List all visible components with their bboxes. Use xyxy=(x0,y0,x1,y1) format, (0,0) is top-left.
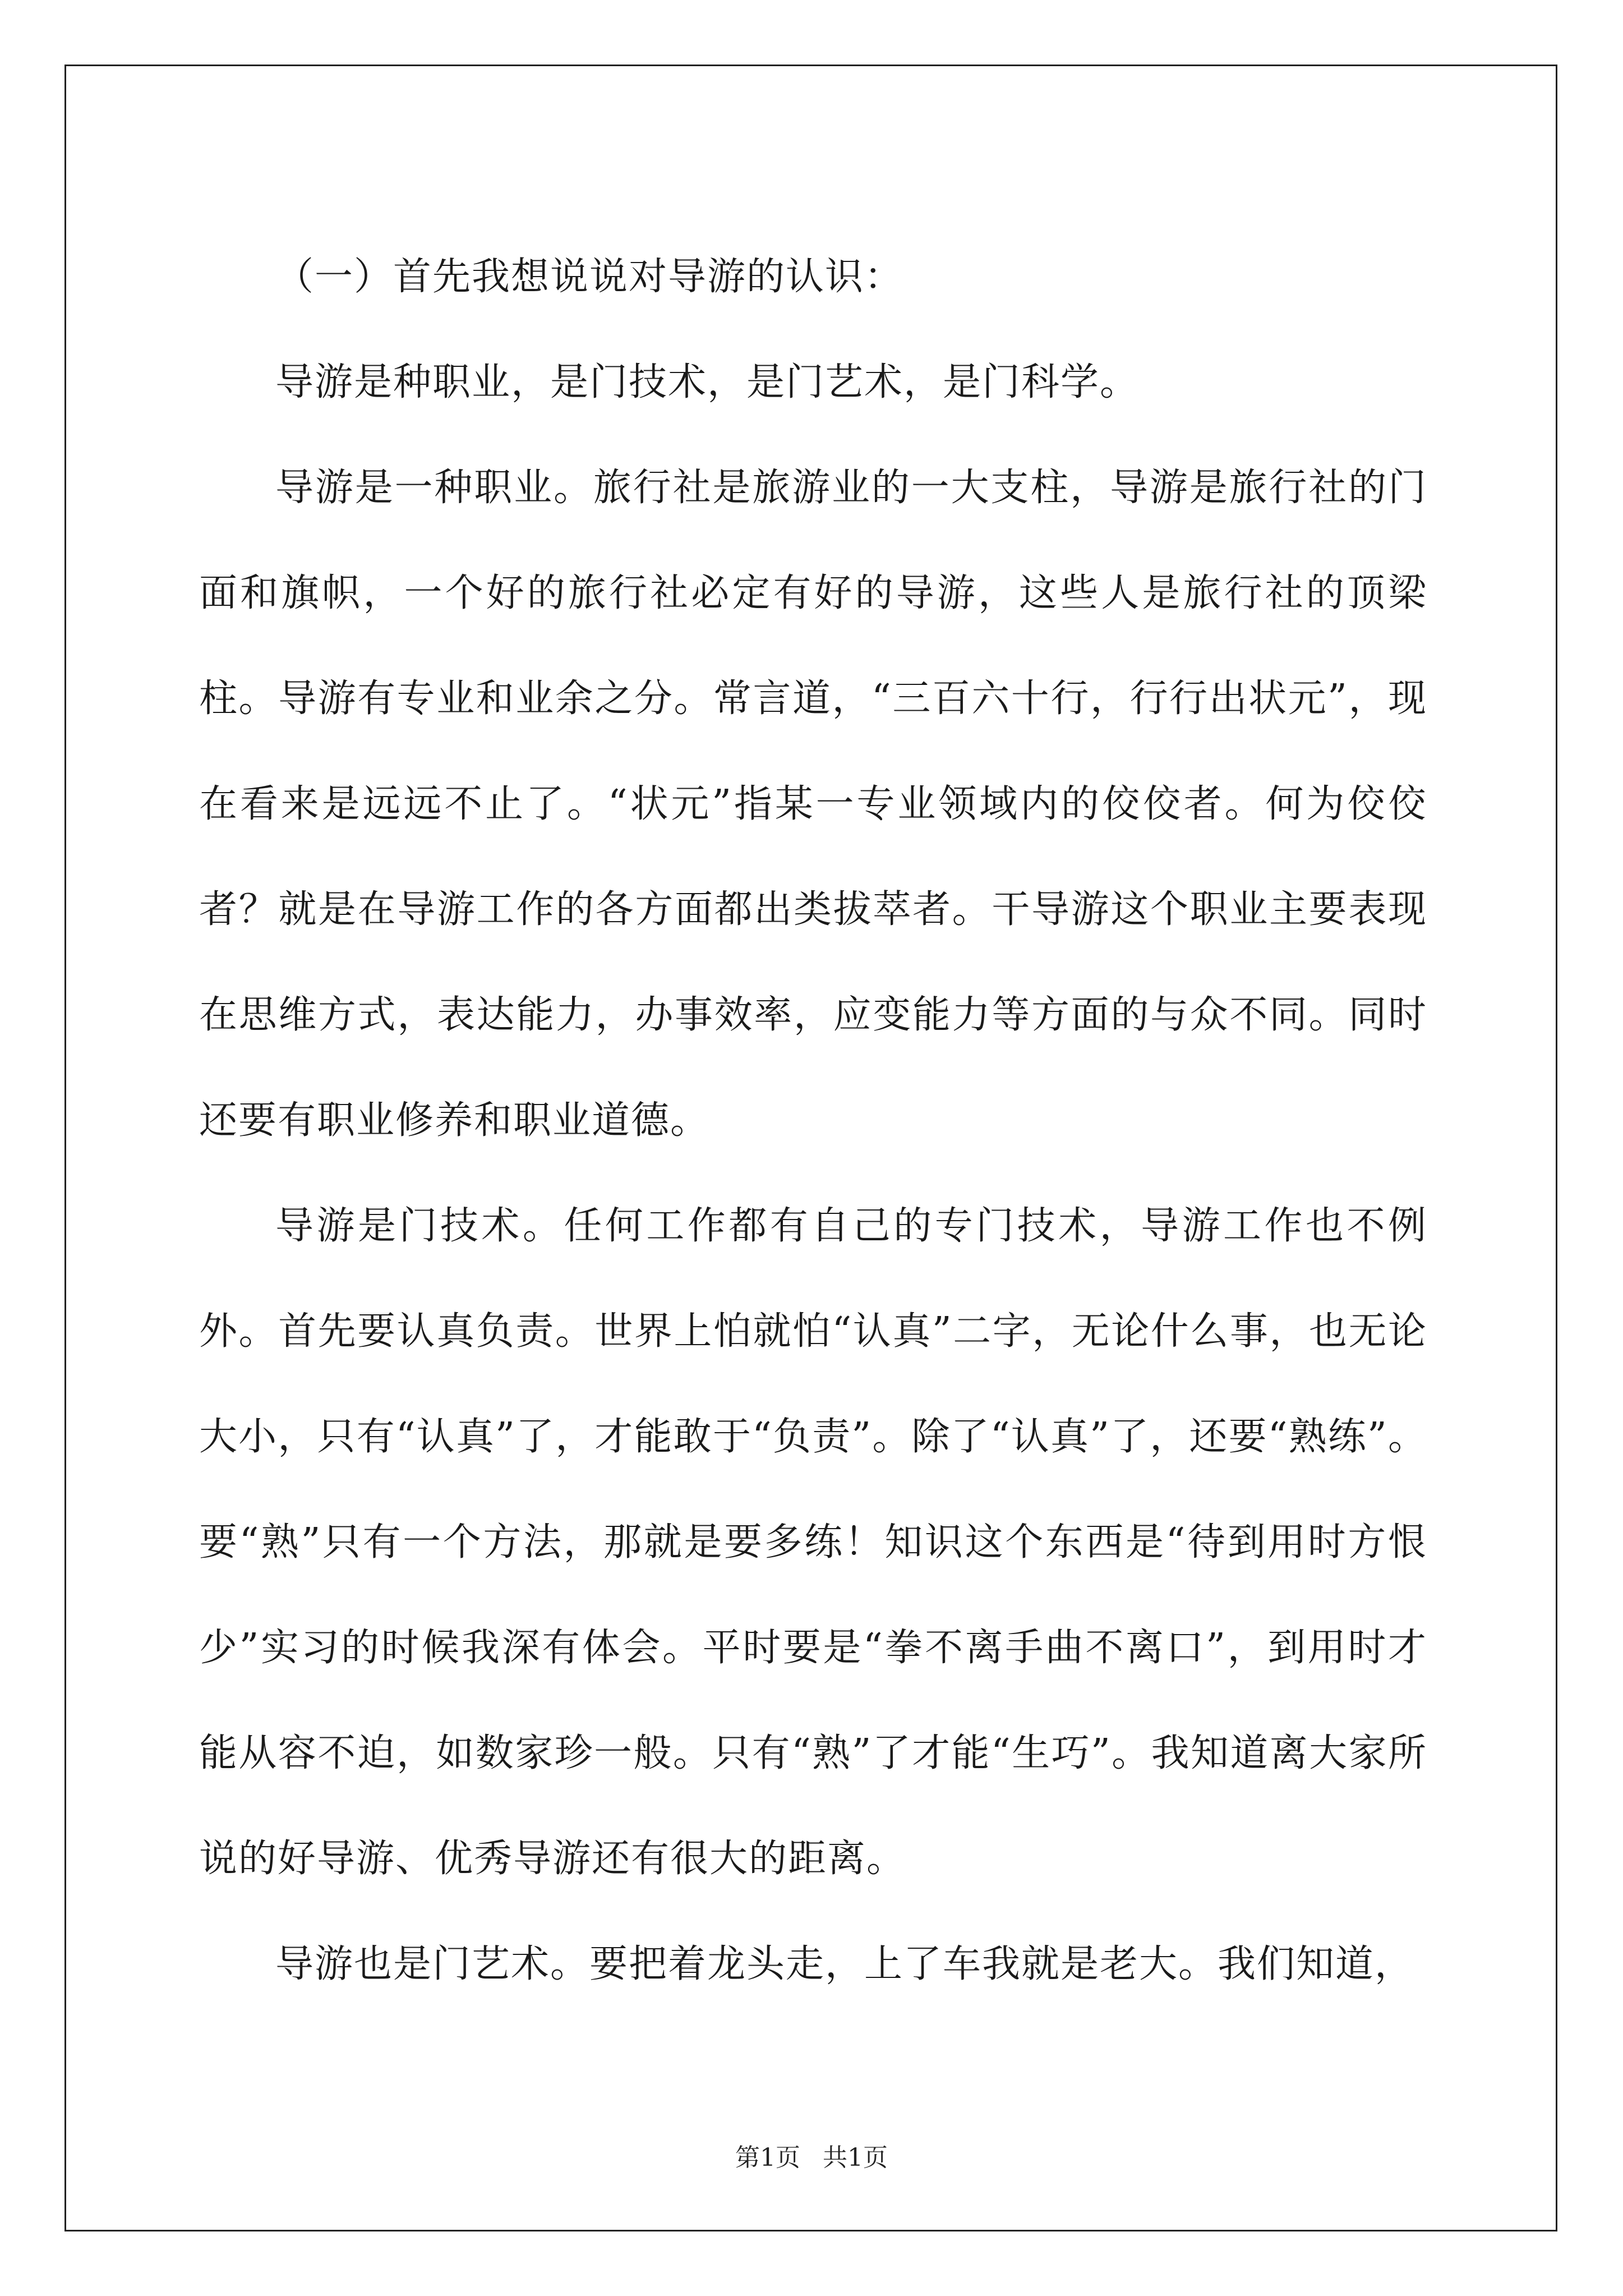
paragraph-technique: 导游是门技术。任何工作都有自己的专门技术，导游工作也不例外。首先要认真负责。世界上怕就怕“认真”二字，无论什么事，也无论大小，只有“认真”了，才能敢于“负责”。除了“认真”了，还要“熟练”。要“熟”只有一个方法，那就是要多练！知识这个东西是“待到用时方恨少”实习的时候我深有体会。平时要是“拳不离手曲不离口”，到用时才能从容不迫，如数家珍一般。只有“熟”了才能“生巧”。我知道离大家所说的好导游、优秀导游还有很大的距离。 xyxy=(199,1204,1427,1881)
paragraph-heading: （一）首先我想说说对导游的认识： xyxy=(275,255,904,299)
paragraph-art: 导游也是门艺术。要把着龙头走，上了车我就是老大。我们知道， xyxy=(275,1942,1414,1986)
paragraph-profession: 导游是一种职业。旅行社是旅游业的一大支柱，导游是旅行社的门面和旗帜，一个好的旅行社必定有好的导游，这些人是旅行社的顶梁柱。导游有专业和业余之分。常言道，“三百六十行，行行出状元”，现在看来是远远不止了。“状元”指某一专业领域内的佼佼者。何为佼佼者？就是在导游工作的各方面都出类拔萃者。干导游这个职业主要表现在思维方式，表达能力，办事效率，应变能力等方面的与众不同。同时还要有职业修养和职业道德。 xyxy=(199,466,1427,1143)
page-footer xyxy=(0,2137,1623,2173)
page-number: 第1页 xyxy=(735,2143,800,2172)
paragraph-intro: 导游是种职业，是门技术，是门艺术，是门科学。 xyxy=(275,360,1140,404)
page-total: 共1页 xyxy=(823,2143,888,2172)
document-body xyxy=(199,224,1427,2019)
